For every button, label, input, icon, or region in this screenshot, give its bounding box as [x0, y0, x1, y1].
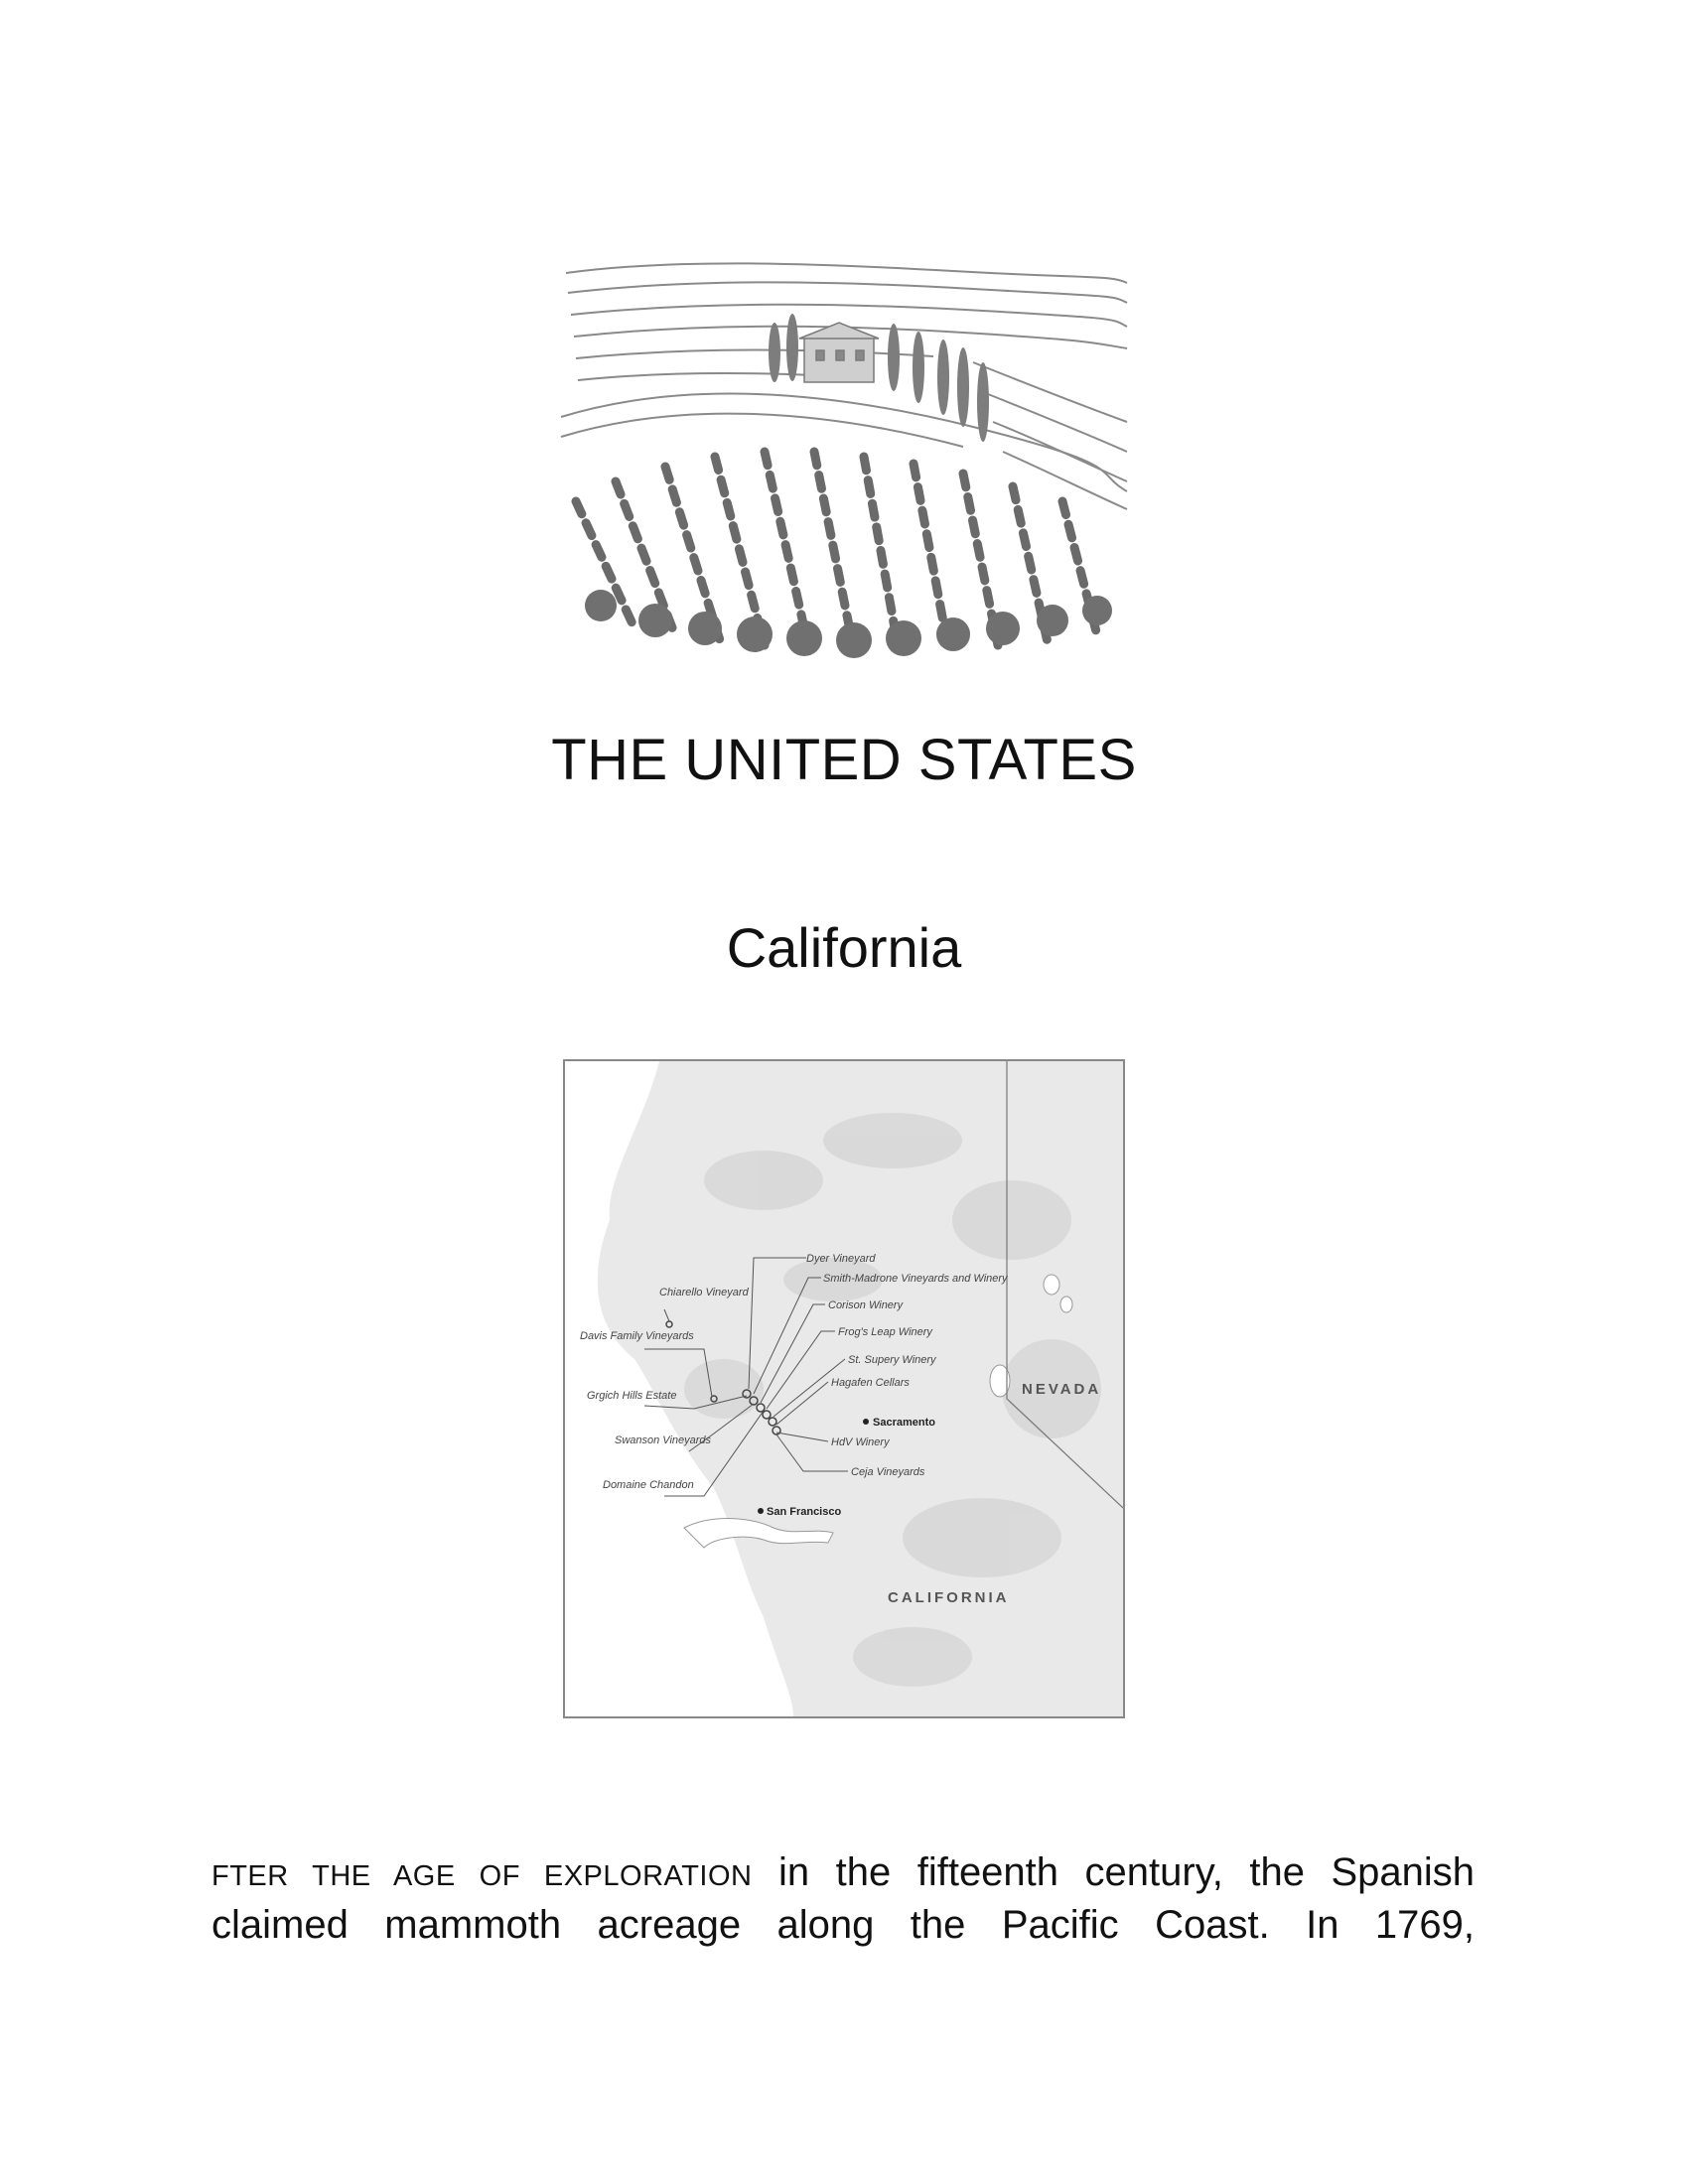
chapter-title: THE UNITED STATES: [551, 728, 1137, 792]
sacramento-marker: [863, 1419, 869, 1425]
label-grgich-hills-estate: Grgich Hills Estate: [587, 1390, 677, 1402]
label-domaine-chandon: Domaine Chandon: [603, 1479, 694, 1491]
map-graphic: [565, 1061, 1123, 1716]
san-francisco-marker: [758, 1508, 764, 1514]
label-frogs-leap-winery: Frog's Leap Winery: [838, 1326, 932, 1338]
section-title: California: [726, 916, 962, 979]
body-line-1: [211, 1848, 1475, 1901]
san-francisco-bay: [684, 1519, 833, 1548]
label-hdv-winery: HdV Winery: [831, 1436, 890, 1448]
label-sacramento: Sacramento: [873, 1417, 935, 1429]
body-paragraph: [211, 1848, 1475, 1950]
label-dyer-vineyard: Dyer Vineyard: [806, 1253, 876, 1265]
body-line-2: claimed mammoth acreage along the Pacific Coast. In 1769,: [211, 1903, 1475, 1947]
label-nevada: NEVADA: [1022, 1381, 1102, 1398]
label-davis-family-vineyards: Davis Family Vineyards: [580, 1330, 694, 1342]
label-ceja-vineyards: Ceja Vineyards: [851, 1466, 925, 1478]
vineyard-illustration: [556, 253, 1132, 665]
label-hagafen-cellars: Hagafen Cellars: [831, 1377, 910, 1389]
label-california: CALIFORNIA: [888, 1589, 1010, 1606]
california-winery-map: [563, 1059, 1125, 1718]
label-swanson-vineyards: Swanson Vineyards: [615, 1434, 712, 1446]
state-border: [1007, 1061, 1123, 1508]
body-line-1-rest: in the fifteenth century, the Spanish: [777, 1850, 1475, 1894]
label-chiarello-vineyard: Chiarello Vineyard: [659, 1287, 749, 1298]
label-st-supery-winery: St. Supery Winery: [848, 1354, 936, 1366]
lead-in-small-caps: FTER THE AGE OF EXPLORATION: [211, 1860, 753, 1892]
label-san-francisco: San Francisco: [767, 1506, 842, 1518]
label-corison-winery: Corison Winery: [828, 1299, 904, 1311]
label-smith-madrone: Smith-Madrone Vineyards and Winery: [823, 1273, 1008, 1285]
